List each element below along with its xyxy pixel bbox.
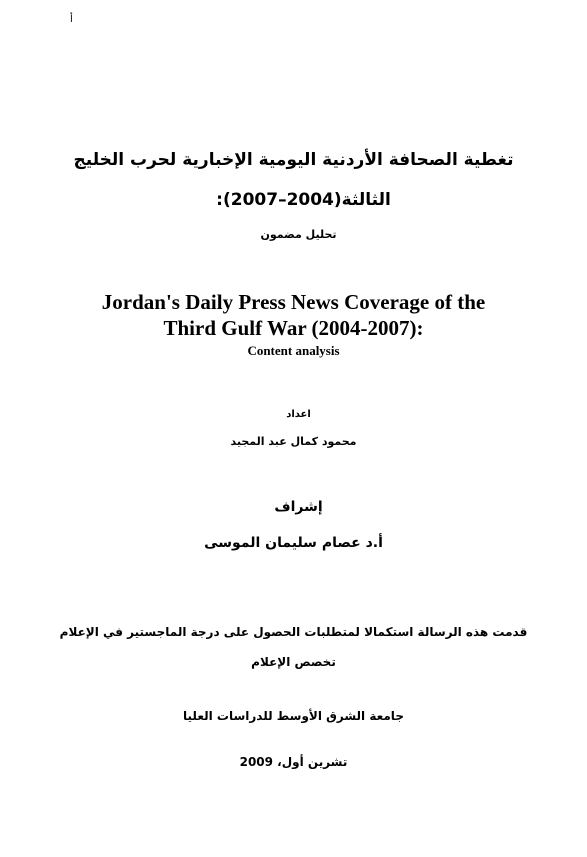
supervision-label: إشراف [274,499,323,515]
english-title-line-1: Jordan's Daily Press News Coverage of the [101,290,486,314]
arabic-title-line-1: تغطية الصحافة الأردنية اليومية الإخبارية لحرب الخليج [73,150,514,170]
arabic-subtitle: تحليل مضمون [260,228,337,241]
supervisor-name: أ.د عصام سليمان الموسى [204,535,383,551]
english-subtitle: Content analysis [247,343,340,358]
author-name: محمود كمال عبد المجيد [230,435,357,448]
submission-date: تشرين أول، 2009 [239,755,348,769]
prepared-by-label: اعداد [286,409,311,420]
page-number: أ [70,14,73,25]
specialization: تخصص الإعلام [251,655,336,669]
english-title-line-2: Third Gulf War (2004-2007): [163,316,424,340]
university-name: جامعة الشرق الأوسط للدراسات العليا [183,709,404,723]
arabic-title-line-2: الثالثة(2004–2007): [216,190,391,210]
submission-statement: قدمت هذه الرسالة استكمالا لمتطلبات الحصول على درجة الماجستير في الإعلام [59,625,528,639]
